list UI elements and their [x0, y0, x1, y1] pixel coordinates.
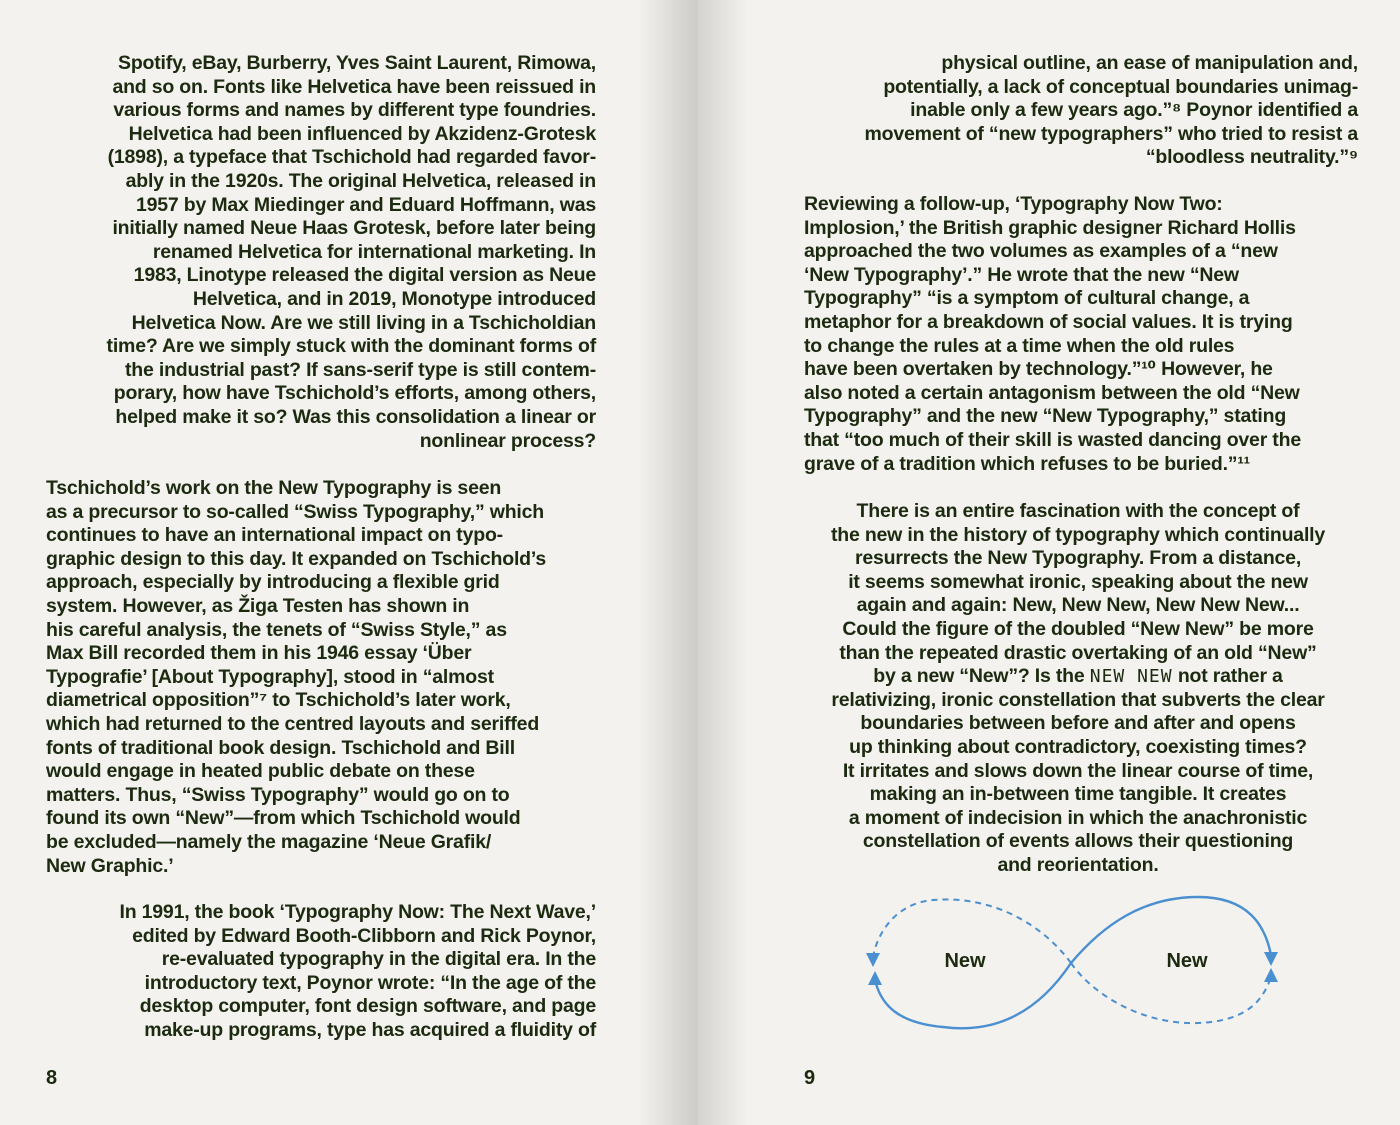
arrowhead-left-down: [866, 953, 880, 967]
text-line: physical outline, an ease of manipulation and,: [941, 52, 1358, 74]
left-paragraph-1: [40, 52, 596, 453]
left-paragraph-2: [46, 477, 606, 878]
right-page: [698, 0, 1400, 1125]
text-line: relativizing, ironic constellation that subverts the clear: [831, 688, 1325, 711]
text-line: edited by Edward Booth-Clibborn and Rick Poynor,: [132, 924, 596, 947]
text-line: that “too much of their skill is wasted dancing over the: [804, 428, 1301, 451]
infinity-diagram: [853, 885, 1293, 1045]
text-line: his careful analysis, the tenets of “Swiss Style,” as: [46, 618, 507, 641]
arrowhead-left-up: [868, 971, 882, 985]
text-line: Typography” “is a symptom of cultural change, a: [804, 287, 1250, 310]
text-line: Helvetica, and in 2019, Monotype introduced: [192, 287, 596, 310]
text-line: Max Bill recorded them in his 1946 essay ‘Über: [46, 642, 472, 665]
text-line: continues to have an international impact on typo-: [46, 524, 503, 547]
text-line: up thinking about contradictory, coexisting times?: [849, 735, 1307, 758]
text-line: than the repeated drastic overtaking of an old “New”: [839, 641, 1317, 664]
text-line: helped make it so? Was this consolidation a linear or: [115, 405, 596, 428]
text-line: make-up programs, type has acquired a fluidity of: [144, 1018, 596, 1041]
text-line: ably in the 1920s. The original Helvetica, released in: [125, 169, 596, 192]
text-line: potentially, a lack of conceptual boundaries unimag-: [883, 75, 1358, 98]
text-line: Could the figure of the doubled “New New” be more: [842, 617, 1314, 640]
text-line: desktop computer, font design software, and page: [139, 995, 596, 1018]
text-line: which had returned to the centred layouts and seriffed: [46, 712, 540, 735]
text-line: There is an entire fascination with the concept of: [856, 500, 1300, 522]
text-line: boundaries between before and after and opens: [860, 712, 1296, 735]
text-line: a moment of indecision in which the anachronistic: [848, 806, 1308, 829]
text-line: resurrects the New Typography. From a distance,: [854, 547, 1302, 570]
dashed-loop-right-bottom: [1071, 963, 1271, 1023]
text-line: time? Are we simply stuck with the dominant forms of: [106, 335, 596, 358]
text-line: Helvetica had been influenced by Akzidenz-Grotesk: [128, 122, 596, 145]
text-line: the industrial past? If sans-serif type is still contem-: [125, 358, 596, 381]
diagram-label-right: New: [1166, 950, 1208, 972]
text-line: have been overtaken by technology.”¹⁰ However, he: [804, 358, 1273, 381]
right-paragraph-3: [798, 500, 1358, 878]
arrowhead-right-up: [1264, 968, 1278, 982]
text-line: also noted a certain antagonism between the old “New: [804, 381, 1300, 404]
text-line: be excluded—namely the magazine ‘Neue Grafik/: [46, 830, 492, 853]
text-line: found its own “New”—from which Tschichold would: [46, 807, 521, 830]
text-line: as a precursor to so-called “Swiss Typography,” which: [46, 500, 544, 523]
text-line: approached the two volumes as examples of a “new: [804, 240, 1278, 263]
text-line: diametrical opposition”⁷ to Tschichold’s later work,: [46, 689, 511, 712]
text-line: It irritates and slows down the linear course of time,: [842, 759, 1314, 782]
arrowhead-right-down: [1264, 952, 1278, 966]
left-paragraph-3: [40, 901, 596, 1043]
text-line: Helvetica Now. Are we still living in a Tschicholdian: [131, 311, 596, 334]
text-line: graphic design to this day. It expanded on Tschichold’s: [46, 547, 547, 570]
text-line: Reviewing a follow-up, ‘Typography Now Two:: [804, 193, 1223, 215]
text-line: movement of “new typographers” who tried to resist a: [864, 122, 1358, 145]
text-line: “bloodless neutrality.”⁹: [1145, 146, 1358, 169]
text-line: 1957 by Max Miedinger and Eduard Hoffmann, was: [136, 193, 596, 216]
page-number-right: 9: [804, 1067, 816, 1089]
text-line: introductory text, Poynor wrote: “In the age of the: [144, 971, 596, 994]
text-line: matters. Thus, “Swiss Typography” would go on to: [46, 783, 510, 806]
text-line: porary, how have Tschichold’s efforts, among others,: [113, 382, 596, 405]
text-line: grave of a tradition which refuses to be buried.”¹¹: [804, 452, 1250, 475]
text-line: and so on. Fonts like Helvetica have been reissued in: [112, 75, 596, 98]
text-line: making an in-between time tangible. It creates: [869, 783, 1287, 806]
right-paragraph-1: [798, 52, 1358, 170]
text-line: system. However, as Žiga Testen has shown in: [46, 594, 470, 617]
text-line: In 1991, the book ‘Typography Now: The Next Wave,’: [119, 901, 596, 923]
text-line: Tschichold’s work on the New Typography is seen: [46, 477, 502, 499]
text-line: Implosion,’ the British graphic designer Richard Hollis: [804, 216, 1296, 239]
text-line: nonlinear process?: [419, 429, 596, 452]
text-line: fonts of traditional book design. Tschichold and Bill: [46, 736, 515, 759]
text-line: ‘New Typography’.” He wrote that the new “New: [804, 263, 1239, 286]
text-line: to change the rules at a time when the old rules: [804, 334, 1235, 357]
text-line: Typography” and the new “New Typography,” stating: [804, 405, 1287, 428]
text-line: various forms and names by different type foundries.: [113, 99, 596, 122]
text-line: Typografie’ [About Typography], stood in “almost: [46, 665, 494, 688]
text-line: metaphor for a breakdown of social values. It is trying: [804, 310, 1293, 333]
diagram-label-left: New: [944, 950, 986, 972]
text-line: by a new “New”? Is the NEW NEW not rather a: [873, 665, 1283, 688]
text-line: (1898), a typeface that Tschichold had regarded favor-: [107, 146, 596, 169]
gutter-shadow: [638, 0, 698, 1125]
text-line: and reorientation.: [997, 853, 1159, 876]
text-line: approach, especially by introducing a flexible grid: [46, 571, 500, 594]
text-line: re-evaluated typography in the digital era. In the: [161, 948, 596, 971]
text-line: it seems somewhat ironic, speaking about the new: [848, 570, 1308, 593]
text-line: the new in the history of typography which continually: [830, 523, 1326, 546]
text-line: constellation of events allows their questioning: [862, 830, 1294, 853]
text-line: renamed Helvetica for international marketing. In: [152, 240, 596, 263]
solid-loop-left-bottom: [875, 963, 1071, 1028]
gutter-shadow: [698, 0, 748, 1125]
text-line: New Graphic.’: [46, 854, 174, 877]
left-page: [0, 0, 698, 1125]
text-line: 1983, Linotype released the digital version as Neue: [133, 264, 596, 287]
page-number-left: 8: [46, 1067, 58, 1089]
handwritten-new-new: NEW NEW: [1089, 666, 1173, 688]
text-line: inable only a few years ago.”⁸ Poynor identified a: [910, 99, 1358, 122]
right-paragraph-2: [804, 193, 1364, 476]
text-line: again and again: New, New New, New New New...: [856, 594, 1300, 617]
text-line: Spotify, eBay, Burberry, Yves Saint Laurent, Rimowa,: [118, 52, 596, 74]
text-line: initially named Neue Haas Grotesk, before later being: [112, 217, 596, 240]
text-line: would engage in heated public debate on these: [46, 760, 475, 783]
